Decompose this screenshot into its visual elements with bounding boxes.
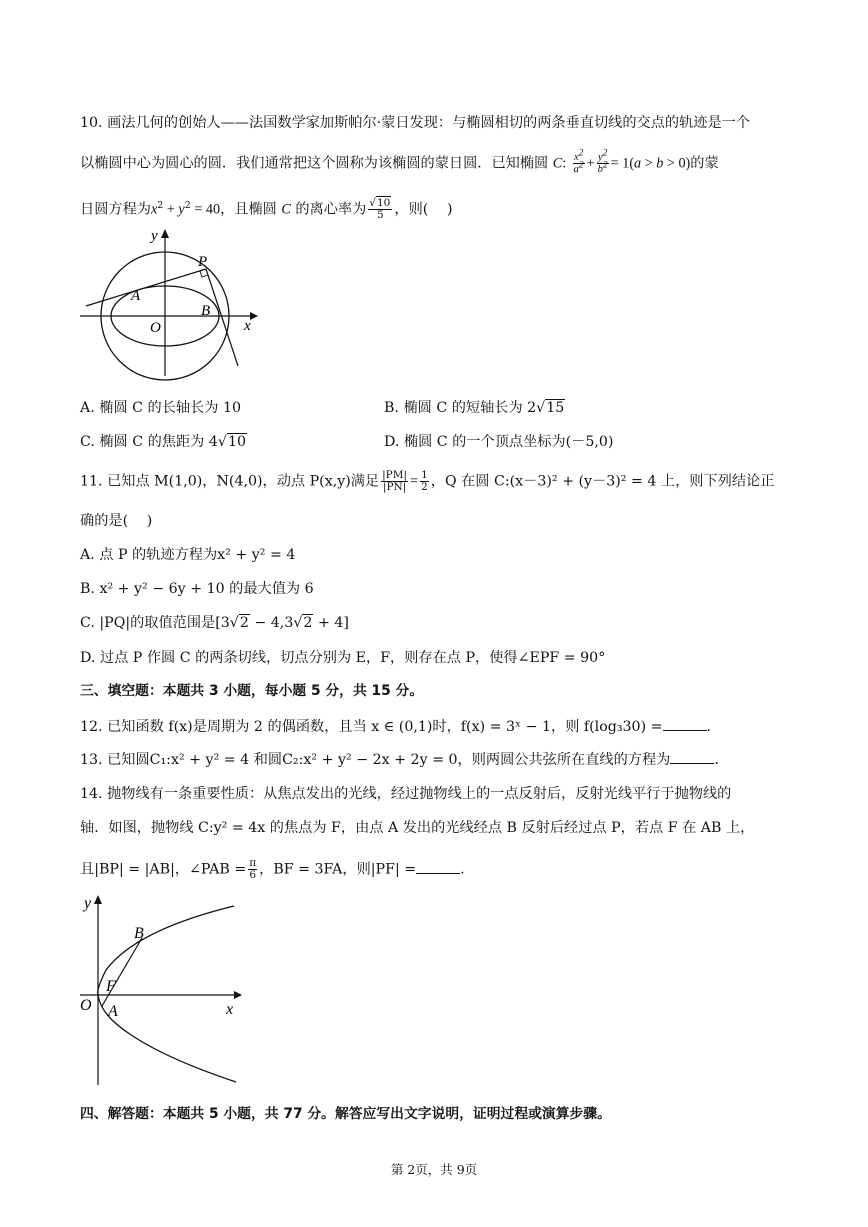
q12-answer-blank[interactable] — [663, 716, 707, 731]
section-3-heading: 三、填空题：本题共 3 小题，每小题 5 分，共 15 分。 — [80, 683, 424, 699]
q11-option-d: D. 过点 P 作圆 C 的两条切线，切点分别为 E，F，则存在点 P，使得∠EPF = 90° — [80, 650, 606, 666]
q10-ellipse-figure — [78, 226, 268, 386]
fig-label-O: O — [150, 320, 161, 336]
q10-line2: 以椭圆中心为圆心的圆．我们通常把这个圆称为该椭圆的蒙日圆．已知椭圆 C: $\frac{x^2}{a^2}$ + $\frac{y^2}{b^2}$ = 1(a > b > 0)的蒙 — [80, 148, 719, 175]
q10-line1: 10. 画法几何的创始人——法国数学家加斯帕尔·蒙日发现：与椭圆相切的两条垂直切线的交点的轨迹是一个 — [80, 115, 751, 131]
fig-label-P: P — [198, 254, 208, 270]
q10-line3: 日圆方程为$x^2 + y^2 = 40$，且椭圆 C 的离心率为 $\frac{√10}{5}$ ，则( ) — [80, 197, 453, 221]
q14-answer-blank[interactable] — [416, 859, 460, 874]
fig2-label-O: O — [80, 997, 92, 1014]
q11-option-b: B. x² + y² − 6y + 10 的最大值为 6 — [80, 581, 314, 597]
fig2-label-B: B — [134, 925, 144, 942]
fig2-label-x: x — [226, 1001, 234, 1018]
q11-line1: 11. 已知点 M(1,0)，N(4,0)，动点 P(x,y)满足 $\frac{|PM|}{|PN|}$ = $\frac{1}{2}$ ，Q 在圆 C:(x－3)² + (y－3)² = 4 上，则下列结论正 — [80, 469, 775, 493]
fig-label-x: x — [244, 318, 251, 334]
section-4-heading: 四、解答题：本题共 5 小题，共 77 分。解答应写出文字说明，证明过程或演算步骤。 — [80, 1106, 611, 1122]
fig-label-y: y — [151, 228, 158, 244]
q11-option-a: A. 点 P 的轨迹方程为x² + y² = 4 — [80, 547, 296, 563]
q13-answer-blank[interactable] — [670, 749, 714, 764]
fig-label-B: B — [201, 303, 211, 319]
q14-line1: 14. 抛物线有一条重要性质：从焦点发出的光线，经过抛物线上的一点反射后，反射光线平行于抛物线的 — [80, 786, 732, 802]
fig-label-A: A — [131, 288, 141, 304]
page-footer: 第 2页，共 9页 — [390, 1162, 478, 1177]
q10-option-c: C. 椭圆 C 的焦距为 4√10 — [80, 434, 247, 450]
q10-option-b: B. 椭圆 C 的短轴长为 2√15 — [384, 400, 565, 416]
q11-line2: 确的是( ) — [80, 513, 153, 529]
q10-option-d: D. 椭圆 C 的一个顶点坐标为(－5,0) — [384, 434, 614, 450]
fig2-label-F: F — [106, 978, 116, 995]
q13-line: 13. 已知圆C₁:x² + y² = 4 和圆C₂:x² + y² − 2x + 2y = 0，则两圆公共弦所在直线的方程为 . — [80, 749, 719, 770]
q14-line2: 轴．如图，抛物线 C:y² = 4x 的焦点为 F，由点 A 发出的光线经点 B 反射后经过点 P，若点 F 在 AB 上， — [80, 820, 755, 836]
q11-option-c: C. |PQ|的取值范围是[3√2 − 4,3√2 + 4] — [80, 615, 349, 631]
fig2-label-y: y — [84, 895, 92, 912]
q12-line: 12. 已知函数 f(x)是周期为 2 的偶函数，且当 x ∈ (0,1)时，f(x) = 3ˣ − 1，则 f(log₃30) = . — [80, 716, 711, 737]
q10-option-a: A. 椭圆 C 的长轴长为 10 — [80, 400, 242, 416]
q14-line3: 且|BP| = |AB|，∠PAB = $\frac{\pi}{6}$ ，BF = 3FA，则|PF| = . — [80, 857, 465, 881]
ellipse-equation: C — [552, 155, 563, 172]
q14-parabola-figure — [76, 890, 256, 1090]
fig2-label-A: A — [108, 1003, 118, 1020]
